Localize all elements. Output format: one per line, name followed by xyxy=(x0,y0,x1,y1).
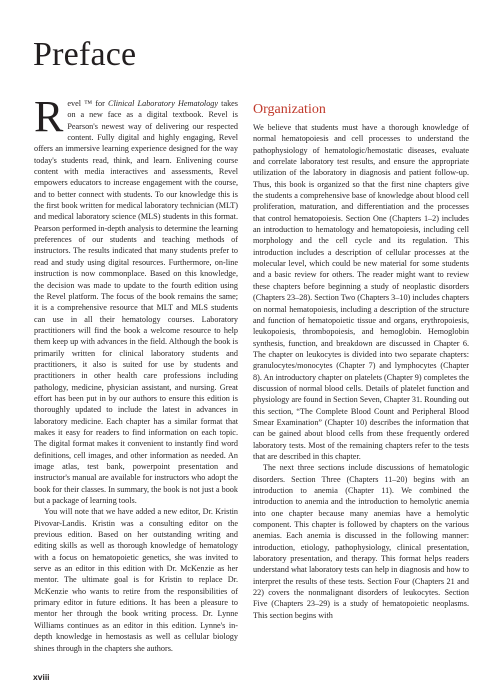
section-heading-organization: Organization xyxy=(253,102,326,117)
drop-cap: R xyxy=(34,92,64,141)
organization-paragraph-2: The next three sections include discussions of hematologic disorders. Section Three (Chapters 11–20) begins with an introduction to anemia (Chapter 11). We combined the introduction to anemia and the introduction to hemolytic anemia into one chapter because many anemias have a hemolytic component. This chapter is followed by chapters on the various anemias. Each anemia is discussed in the following manner: introduction, etiology, pathophysiology, clinical presentation, laboratory presentation, and therapy. This format helps readers understand what laboratory tests can help in diagnosis and how to interpret the results of these tests. Section Four (Chapters 21 and 22) covers the nonmalignant disorders of leukocytes. Section Five (Chapters 23–29) is a study of hematopoietic neoplasms. This section begins with xyxy=(253,463,469,620)
right-column xyxy=(253,102,469,621)
intro-text-a: evel ™ for xyxy=(67,99,109,108)
page-title: Preface xyxy=(33,36,137,73)
page-number: xviii xyxy=(33,672,50,682)
left-column xyxy=(34,92,238,654)
organization-paragraph-1: We believe that students must have a thorough knowledge of normal hematopoiesis and cell processes to understand the pathophysiology of hematologic/hemostatic diseases, evaluate and correlate laboratory test results, and ensure the appropriate utilization of the laboratory in diagnosis and patient follow-up. Thus, this book is organized so that the first nine chapters give the students a comprehensive base of knowledge about blood cell proliferation, maturation, and differentiation and the processes that control hematopoiesis. Section One (Chapters 1–2) includes an introduction to hematology and hematopoiesis, including cell morphology and the cell cycle and its regulation. This introduction includes a description of cellular processes at the molecular level, which could be new material for some students and a basic review for others. The reader might want to review these chapters before beginning a study of neoplastic disorders (Chapters 23–28). Section Two (Chapters 3–10) includes chapters on normal hematopoiesis, including a description of the structure and function of hematopoietic tissue and organs, erythropoiesis, leukopoiesis, thrombopoiesis, and hemoglobin. Hemoglobin synthesis, function, and breakdown are discussed in Chapter 6. The chapter on leukocytes is divided into two separate chapters: granulocytes/monocytes (Chapter 7) and lymphocytes (Chapter 8). An introductory chapter on platelets (Chapter 9) completes the discussion of normal blood cells. Details of platelet function and physiology are found in Section Seven, Chapter 31. Rounding out this section, “The Complete Blood Count and Peripheral Blood Smear Examination” (Chapter 10) describes the information that can be gained about blood cells from these frequently ordered laboratory tests. Most of the remaining chapters refer to the tests that are described in this chapter. xyxy=(253,123,469,461)
editor-paragraph: You will note that we have added a new editor, Dr. Kristin Pivovar-Landis. Kristin was a consulting editor on the previous edition. Based on her outstanding writing and editing skills as well as thorough knowledge of hematology with a focus on hematopoietic genetics, she was invited to serve as an editor in this edition with Dr. McKenzie as her mentor. The ultimate goal is for Kristin to replace Dr. McKenzie who wants to retire from the responsibilities of primary editor in future editions. It has been a pleasure to mentor her through the book writing process. Dr. Lynne Williams continues as an editor in this edition. Lynne's in-depth knowledge in hemostasis as well as cellular biology shines through in the chapters she authors. xyxy=(34,507,238,653)
book-title-italic: Clinical Laboratory Hematology xyxy=(108,99,219,108)
intro-paragraph xyxy=(34,92,238,506)
intro-text-b: takes on a new face as a digital textbook. Revel is Pearson's newest way of delivering our respected content. Fully digital and highly engaging, Revel offers an immersive learning experience designed for the way today's students read, think, and learn. Enlivening course content with media interactives and assessments, Revel empowers educators to increase engagement with the course, and to better connect with students. To our knowledge this is the first book written for medical laboratory technician (MLT) and medical laboratory science (MLS) students in this format. Pearson performed in-depth analysis to determine the learning preferences of our students and teaching methods of instructors. The results indicated that many students prefer to read and study using digital resources. Furthermore, on-line instruction is now commonplace. Based on this knowledge, the decision was made to update to the fourth edition using the Revel platform. The focus of the book remains the same; it is a comprehensive resource that MLT and MLS students can use in all their hematology courses. Laboratory practitioners will find the book a welcome resource to help them keep up with advances in the field. Although the book is primarily written for clinical laboratory students and practitioners, it also is suited for use by students and practitioners in other health care professions including pathology, medicine, physician assistant, and nursing. Great effort has been put in by our authors to ensure this edition is thoroughly updated to include the latest in advances in laboratory medicine. Each chapter has a similar format that makes it easy for readers to find information on each topic. The digital format makes it convenient to instantly find word definitions, cell images, and other information as needed. An image atlas, test bank, powerpoint presentation and instructor's manual are available for instructors who adopt the book for their classes. In summary, the book is not just a book but a package of learning tools. xyxy=(34,99,238,506)
